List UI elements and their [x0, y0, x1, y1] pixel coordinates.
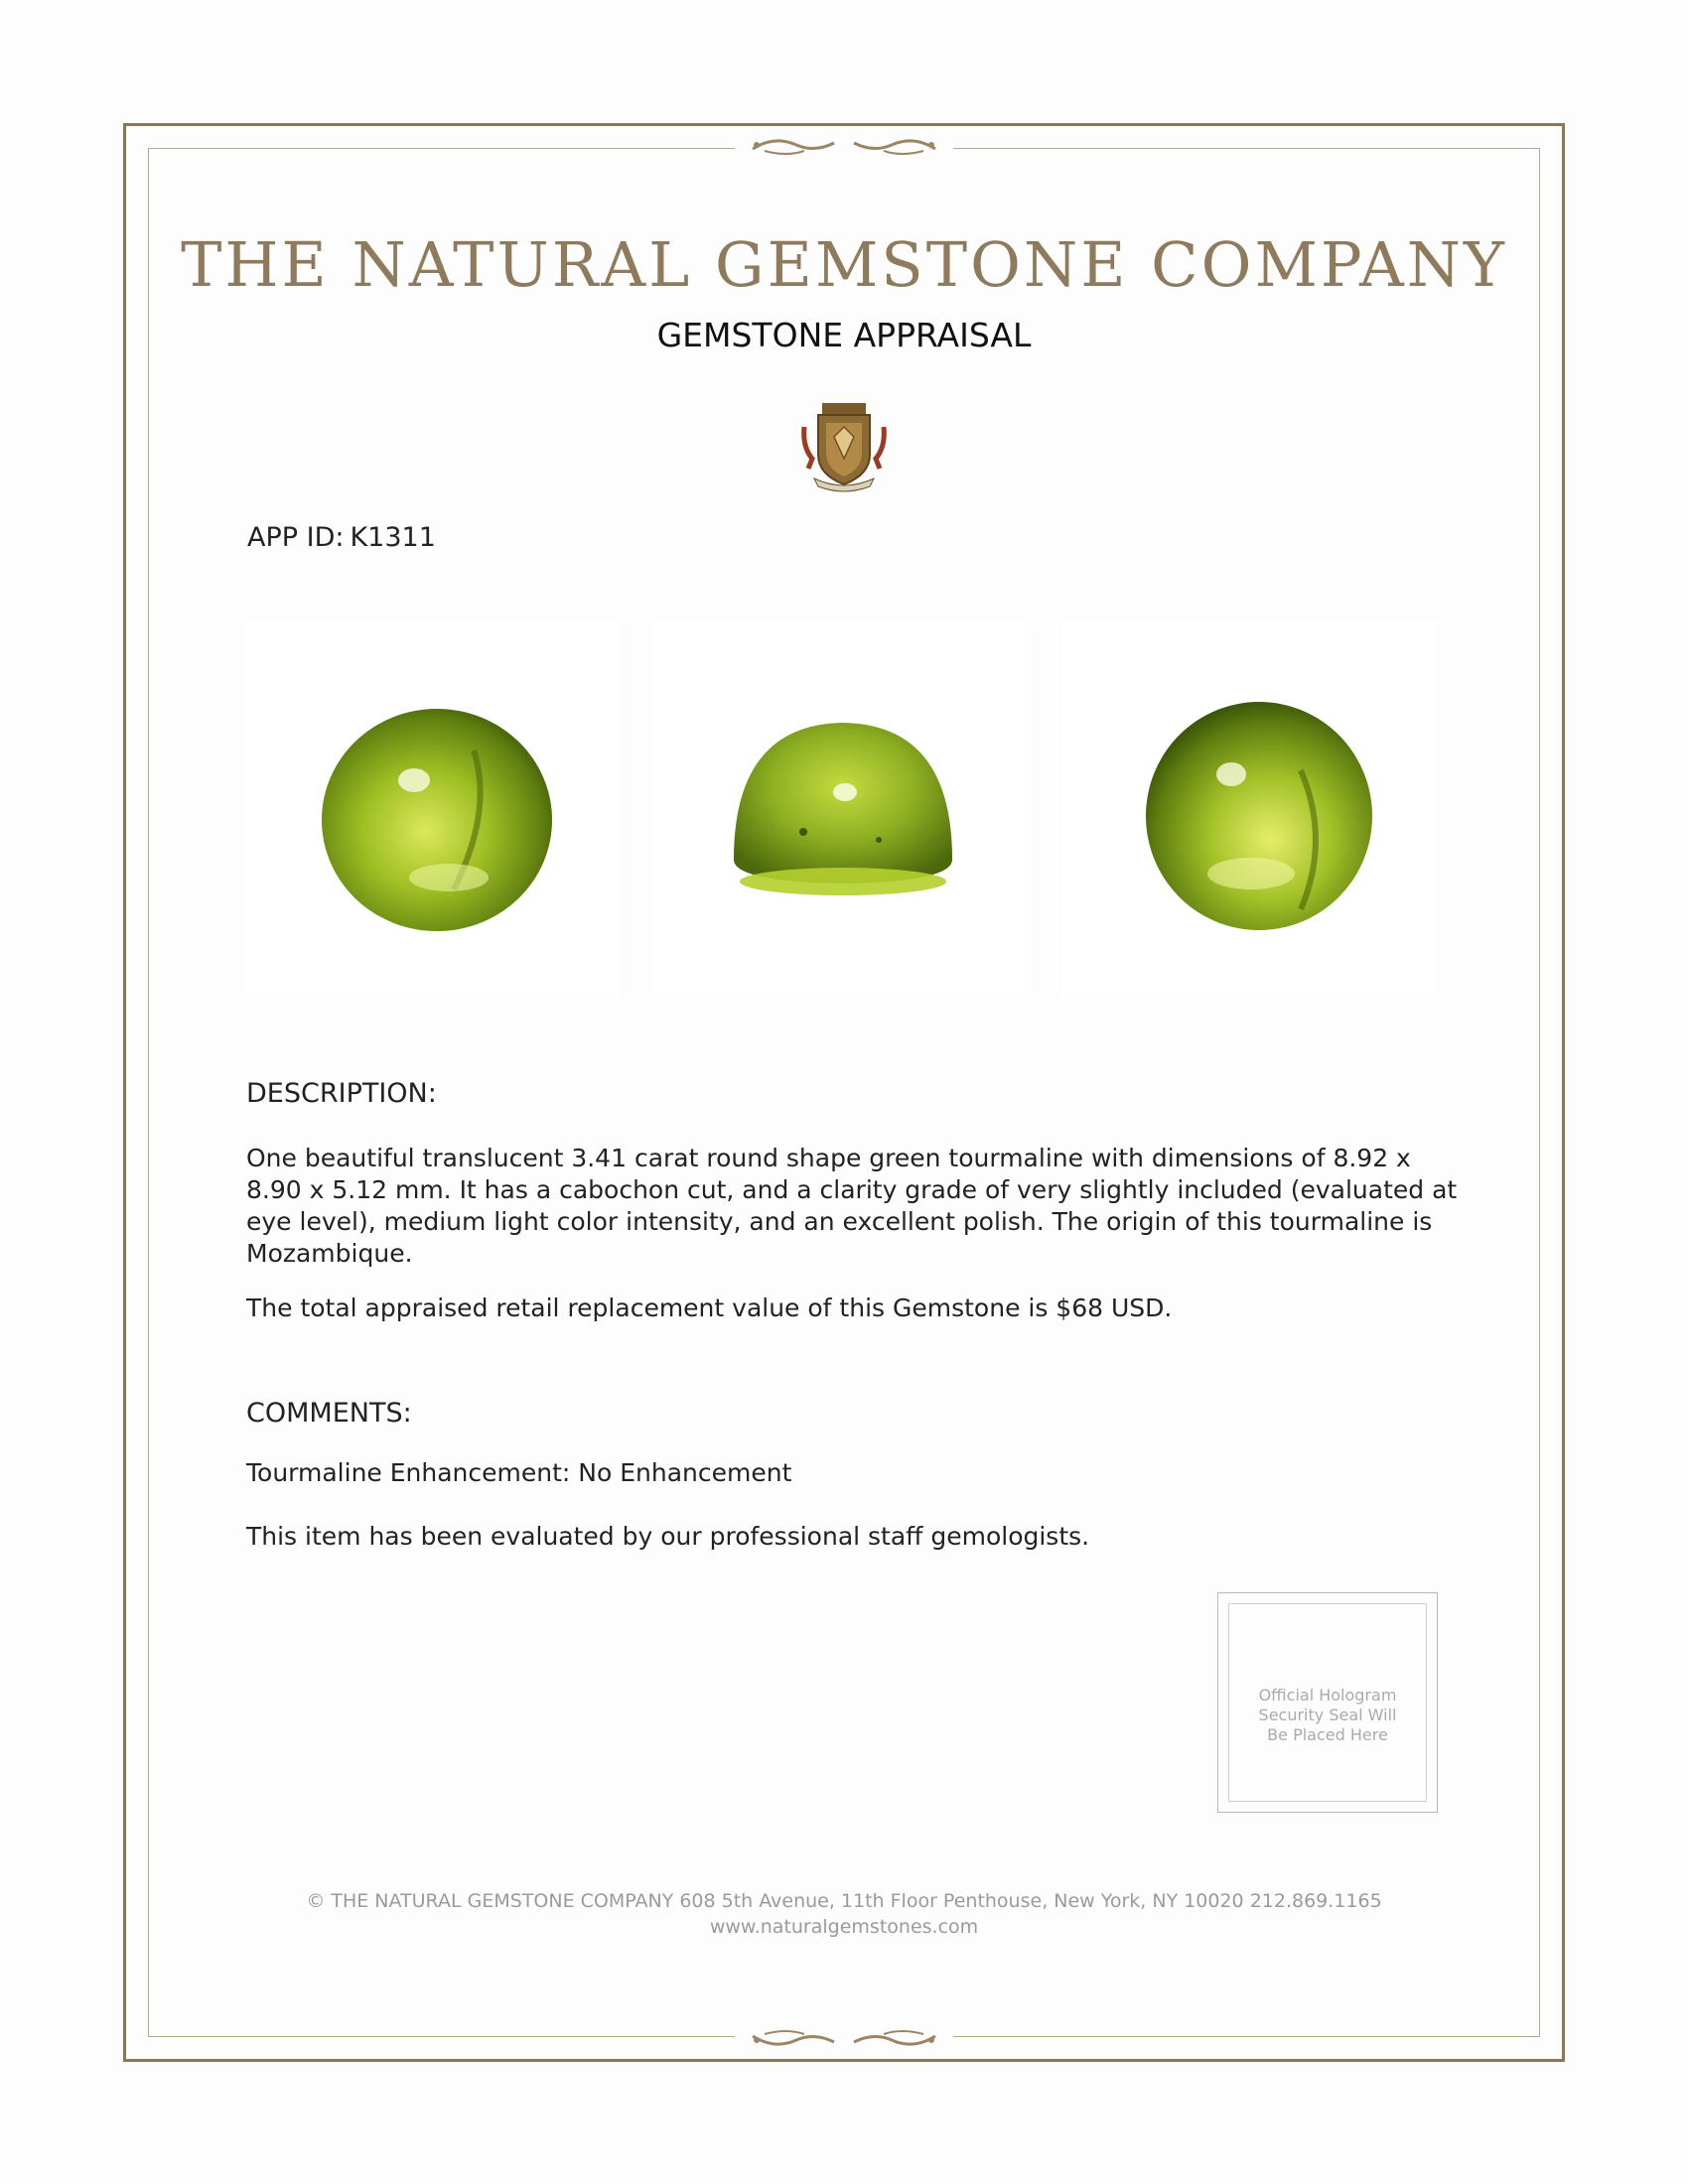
description-text: One beautiful translucent 3.41 carat round shape green tourmaline with dimensions of 8.92 x 8.90 x 5.12 mm. It has a cabochon cut, and a clarity grade of very slightly included (evaluated at eye level), medium light color intensity, and an excellent polish. The origin of this tourmaline is Mozambique.	[246, 1144, 1458, 1268]
document-title: GEMSTONE APPRAISAL	[656, 316, 1032, 354]
top-flourish-ornament-icon	[735, 127, 953, 167]
seal-inner-border	[1228, 1603, 1427, 1802]
description-heading: DESCRIPTION:	[246, 1078, 437, 1109]
footer-address: © THE NATURAL GEMSTONE COMPANY 608 5th Avenue, 11th Floor Penthouse, New York, NY 10020 212.869.1165	[306, 1890, 1382, 1912]
company-name: THE NATURAL GEMSTONE COMPANY	[181, 228, 1507, 301]
company-crest-logo	[800, 397, 888, 494]
footer-website-link[interactable]: www.naturalgemstones.com	[709, 1916, 979, 1938]
enhancement-comment: Tourmaline Enhancement: No Enhancement	[246, 1458, 792, 1487]
bottom-flourish-ornament-icon	[735, 2018, 953, 2058]
app-id-value: K1311	[350, 522, 436, 553]
appraised-value-statement: The total appraised retail replacement value of this Gemstone is $68 USD.	[246, 1294, 1173, 1322]
gemstone-photo-top-view	[245, 621, 621, 997]
seal-placeholder-text: Official Hologram Security Seal Will Be Placed Here	[1258, 1686, 1397, 1744]
app-id-label: APP ID:	[247, 522, 345, 553]
comments-heading: COMMENTS:	[246, 1398, 412, 1429]
gemstone-photo-side-view	[654, 621, 1030, 997]
evaluation-comment: This item has been evaluated by our professional staff gemologists.	[246, 1522, 1090, 1551]
app-id	[247, 522, 442, 553]
hologram-seal-placeholder	[1217, 1592, 1438, 1813]
gemstone-photo-angle-view	[1062, 621, 1438, 997]
